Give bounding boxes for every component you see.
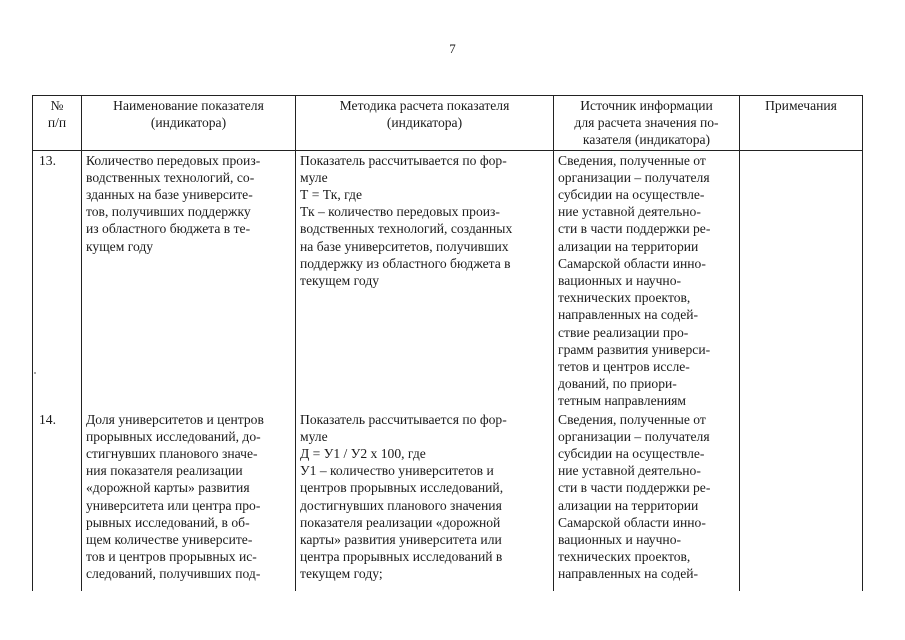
- source-cell: Сведения, полученные от организации – получателя субсидии на осуществле- ние уставной деятельно- сти в части поддержки ре- ализации на территории Самарской области инно- вационных и научно- технических проектов, направленных на содей-: [554, 410, 740, 591]
- indicators-table: [32, 95, 863, 591]
- method-cell: Показатель рассчитывается по фор- муле Д = У1 / У2 х 100, где У1 – количество университетов и центров прорывных исследований, достигнувших планового значения показателя реализации «дорожной карты» развития университета или центра прорывных исследований в текущем году;: [296, 410, 554, 591]
- table-row: [33, 410, 863, 591]
- method-cell: Показатель рассчитывается по фор- муле Т = Тк, где Тк – количество передовых произ- водственных технологий, созданных на базе университетов, получивших поддержку из областного бюджета в текущем году: [296, 150, 554, 410]
- header-name: Наименование показателя (индикатора): [82, 96, 296, 151]
- notes-cell: [740, 150, 863, 410]
- header-notes: Примечания: [740, 96, 863, 151]
- table-header-row: [33, 96, 863, 151]
- indicator-name-cell: Доля университетов и центров прорывных исследований, до- стигнувших планового значе- ния показателя реализации «дорожной карты» развития университета или центра про- рывных исследований, в об- щем количестве университе- тов и центров прорывных ис- следований, получивших под-: [82, 410, 296, 591]
- scan-speck: [34, 372, 36, 374]
- row-number: 14.: [33, 410, 82, 591]
- row-number: 13.: [33, 150, 82, 410]
- indicator-name-cell: Количество передовых произ- водственных технологий, со- зданных на базе университе- тов, получивших поддержку из областного бюджета в те- кущем году: [82, 150, 296, 410]
- source-cell: Сведения, полученные от организации – получателя субсидии на осуществле- ние уставной деятельно- сти в части поддержки ре- ализации на территории Самарской области инно- вационных и научно- технических проектов, направленных на содей- ствие реализации про- грамм развития универси- тетов и центров иссле- дований, по приори- тетным направлениям: [554, 150, 740, 410]
- page-number: 7: [449, 41, 456, 56]
- header-source: Источник информации для расчета значения по- казателя (индикатора): [554, 96, 740, 151]
- header-method: Методика расчета показателя (индикатора): [296, 96, 554, 151]
- notes-cell: [740, 410, 863, 591]
- table-row: [33, 150, 863, 410]
- header-num: № п/п: [33, 96, 82, 151]
